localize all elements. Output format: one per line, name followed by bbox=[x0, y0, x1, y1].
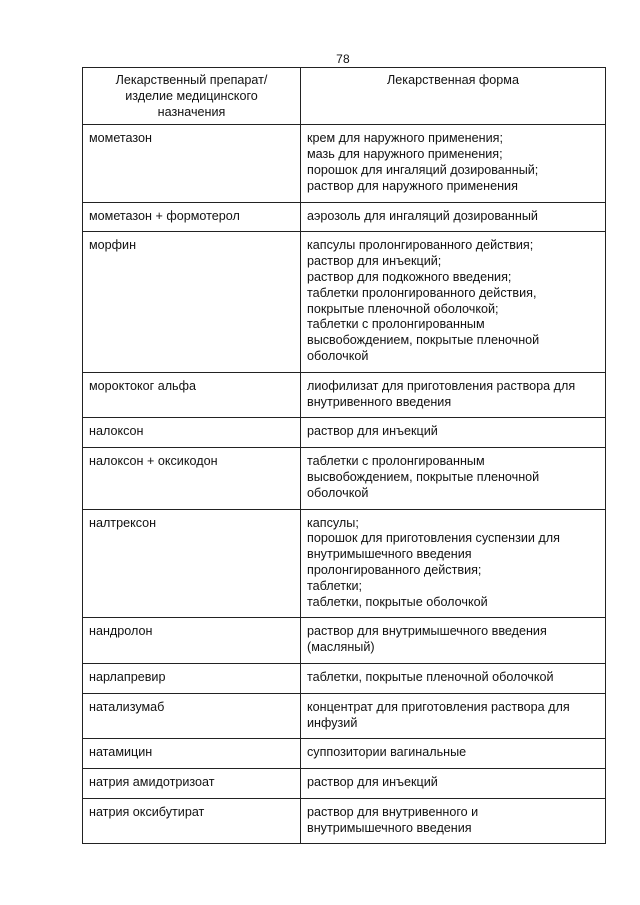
table-row bbox=[83, 663, 606, 693]
drug-name: натрия амидотризоат bbox=[83, 769, 301, 799]
drug-name: натализумаб bbox=[83, 693, 301, 739]
drug-form: аэрозоль для ингаляций дозированный bbox=[301, 202, 606, 232]
table-row bbox=[83, 769, 606, 799]
page-number: 78 bbox=[336, 52, 350, 66]
table-row bbox=[83, 618, 606, 664]
drug-form: суппозитории вагинальные bbox=[301, 739, 606, 769]
table-row bbox=[83, 232, 606, 372]
drug-form: раствор для инъекций bbox=[301, 769, 606, 799]
table-row bbox=[83, 798, 606, 844]
drug-form: таблетки, покрытые пленочной оболочкой bbox=[301, 663, 606, 693]
drug-form: раствор для инъекций bbox=[301, 418, 606, 448]
header-row bbox=[83, 68, 606, 125]
drug-form: таблетки с пролонгированным высвобождением, покрытые пленочной оболочкой bbox=[301, 448, 606, 509]
table-header bbox=[83, 68, 606, 125]
drug-name: налоксон + оксикодон bbox=[83, 448, 301, 509]
drug-name: налоксон bbox=[83, 418, 301, 448]
drug-form: капсулы; порошок для приготовления суспензии для внутримышечного введения пролонгированного действия; таблетки; таблетки, покрытые оболочкой bbox=[301, 509, 606, 618]
table-row bbox=[83, 202, 606, 232]
drug-name: мометазон bbox=[83, 125, 301, 202]
drug-form: концентрат для приготовления раствора для инфузий bbox=[301, 693, 606, 739]
table-body bbox=[83, 125, 606, 844]
drug-table bbox=[82, 67, 606, 844]
drug-form: раствор для внутривенного и внутримышечного введения bbox=[301, 798, 606, 844]
drug-name: морфин bbox=[83, 232, 301, 372]
table-row bbox=[83, 693, 606, 739]
drug-name: налтрексон bbox=[83, 509, 301, 618]
table-row bbox=[83, 125, 606, 202]
drug-name: нандролон bbox=[83, 618, 301, 664]
drug-name: нарлапревир bbox=[83, 663, 301, 693]
header-drug: Лекарственный препарат/ изделие медицинского назначения bbox=[83, 68, 301, 125]
table-row bbox=[83, 418, 606, 448]
table-row bbox=[83, 448, 606, 509]
drug-name: мороктоког альфа bbox=[83, 372, 301, 418]
drug-form: раствор для внутримышечного введения (масляный) bbox=[301, 618, 606, 664]
drug-form: капсулы пролонгированного действия; раствор для инъекций; раствор для подкожного введения; таблетки пролонгированного действия, покрытые пленочной оболочкой; таблетки с пролонгированным высвобождением, покрытые пленочной оболочкой bbox=[301, 232, 606, 372]
header-form: Лекарственная форма bbox=[301, 68, 606, 125]
drug-form: крем для наружного применения; мазь для наружного применения; порошок для ингаляций дозированный; раствор для наружного применения bbox=[301, 125, 606, 202]
drug-name: натрия оксибутират bbox=[83, 798, 301, 844]
drug-name: мометазон + формотерол bbox=[83, 202, 301, 232]
drug-form: лиофилизат для приготовления раствора для внутривенного введения bbox=[301, 372, 606, 418]
table-row bbox=[83, 739, 606, 769]
drug-name: натамицин bbox=[83, 739, 301, 769]
table-row bbox=[83, 372, 606, 418]
table-row bbox=[83, 509, 606, 618]
